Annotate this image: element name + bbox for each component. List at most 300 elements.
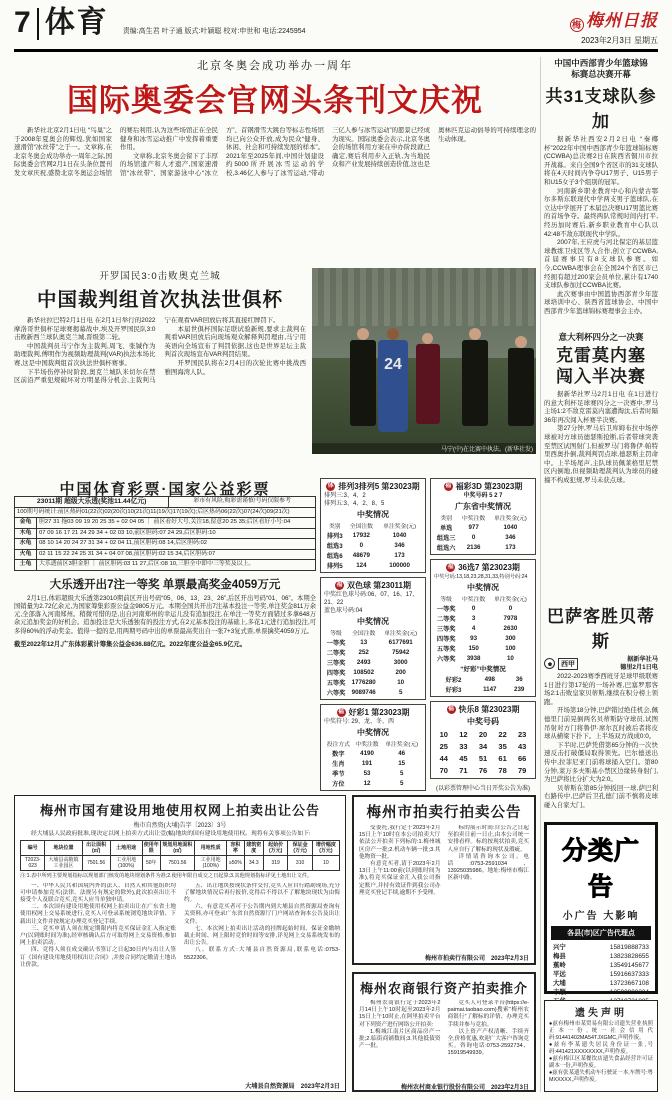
cell: 工业用地(100%) — [110, 856, 142, 871]
player-figure-24 — [378, 340, 408, 432]
cell: 10 — [397, 678, 405, 686]
kl8-box — [430, 701, 536, 779]
ssq-headers — [324, 628, 422, 637]
cell: 173 — [505, 543, 516, 551]
agent-item — [551, 952, 651, 961]
kicker-line: 中国中西部青少年篮球锦 — [554, 58, 648, 68]
cell: 6177691 — [388, 638, 413, 646]
barca-headline: 巴萨客胜贝蒂斯 — [547, 607, 655, 651]
paragraph: 贝蒂斯在第85分钟扳回一球,萨巴利右路传中,巴萨后卫孔德门前不慎将皮球碰入自家大门。 — [544, 784, 658, 809]
num: 61 — [498, 753, 507, 763]
x36y7-line: 中奖号码:13,18,23,28,31,33,特别号码:24 — [434, 574, 528, 580]
agent-item — [551, 943, 651, 952]
cell: 五等奖 — [326, 679, 346, 687]
ssq-title: 双色球 第23011期 — [346, 581, 412, 590]
sports-lottery-icon: 体 — [327, 483, 334, 489]
dlt-row-label: 水龟 — [15, 539, 37, 550]
agent-county: 丰顺 — [553, 989, 566, 996]
cell: 191 — [361, 759, 373, 767]
cell: ≥50% — [227, 856, 244, 871]
paragraph: 梅州农商银行定于2023年2月14日上午10时起至2023年2月15日上午10时止,在阿里拍卖平台对下列资产进行网络公开拍卖: — [359, 1000, 441, 1028]
clause: 三、竞买申请人须在规定期限内将竞买保证金汇入指定账户(以到账时间为准),经审核确认后方可取得网上交易资格,参加网上拍卖活动。 — [20, 925, 176, 947]
prize-row — [324, 667, 422, 677]
dlt-row-label: 金龟 — [15, 518, 37, 529]
num: 44 — [439, 753, 448, 763]
agent-phone: 13723667108 — [609, 980, 649, 987]
cell: 工业用地(100%) — [195, 856, 227, 871]
haocai-table — [434, 674, 532, 694]
cell: 4190 — [360, 749, 374, 757]
num: 78 — [498, 765, 507, 775]
league-tag: 西甲 — [558, 658, 578, 670]
x36y7-table — [434, 594, 532, 663]
pl35-sub: 中奖情况 — [357, 510, 389, 519]
cell: 310 — [288, 856, 312, 871]
dlt-rows — [15, 518, 316, 571]
welfare-lottery-icon: 福 — [338, 709, 345, 715]
land-table-row — [21, 856, 340, 871]
agent-county: 蕉岭 — [553, 962, 566, 969]
cell: 300 — [505, 634, 516, 642]
sign-date: 2023年2月3日 — [490, 1085, 529, 1091]
clause: 二、本次国有建设用地使用权网上拍卖出让在广东省土地使用权网上交易系统进行,竞买人可登录系统浏览地块详情、下载出让文件并按规定办理竞买登记手续。 — [20, 904, 176, 925]
agent-county: 大埔 — [553, 980, 566, 987]
agent-item — [551, 979, 651, 988]
cell: T2023-023 — [21, 856, 45, 871]
prize-row — [434, 542, 532, 552]
cell: 10 — [506, 654, 514, 662]
fc3d-sub: 广东省中奖情况 — [455, 502, 511, 511]
lead-paragraph: 新华社北京2月1日电 “鸟巢”之于2008年夏奥会的辉煌,犹如国家速滑馆“冰丝带”之于一。文章称,在北京冬奥会成功举办一周年之际,国际奥委会官网2月1日在头条位置刊发文章庆祝,盛赞北京冬奥运会场馆的赛后利用,认为这些场馆正在全民健身和冰雪运动推广中发挥着重要作用。 — [14, 127, 218, 177]
cell: 2136 — [466, 543, 481, 551]
land-notice-intro: 经大埔县人民政府批准,现决定以网上拍卖方式出让壹(幅)地块的国有建设用地使用权。现将有关事项公告如下: — [31, 831, 311, 837]
sign-date: 2023年2月3日 — [300, 1082, 340, 1090]
clause: 六、有意竞买者可于公告期内到大埔县自然资源局查询有关资料,亦可登录广东省自然资源厅门户网站查询本公告及出让文件。 — [184, 904, 340, 925]
headline-line: 克雷莫内塞 — [556, 346, 646, 365]
column-header: 等级 — [440, 597, 452, 603]
classified-agent-list — [551, 943, 651, 1006]
welfare-lottery-icon: 福 — [445, 483, 452, 489]
column-header: 等级 — [330, 631, 342, 637]
lost-line: ●兹有张某遗失机动车行驶证一本,车牌号:粤MXXXXX,声明作废。 — [549, 1070, 653, 1083]
basketball-body — [544, 136, 658, 316]
agent-item — [551, 970, 651, 979]
haocai-rows — [434, 674, 532, 694]
fc3d-headers — [434, 513, 532, 522]
italycup-kicker: 意大利杯四分之一决赛 — [558, 332, 644, 342]
dlt-footer: 截至2022年12月,广东体彩累计筹集公益金636.88亿元。2022年度公益金65.9亿元。 — [14, 640, 247, 648]
dlt-row-label: 木龟 — [15, 528, 37, 539]
masthead — [570, 6, 658, 46]
cell: 1776280 — [351, 678, 376, 686]
num: 23 — [518, 729, 527, 739]
cell: 498 — [484, 675, 495, 683]
column-rule — [540, 57, 541, 1092]
dlt-table — [14, 496, 316, 571]
page-header — [14, 6, 658, 46]
prize-row — [324, 550, 422, 560]
signer: 梅州农村商业银行股份有限公司 — [400, 1085, 485, 1091]
prize-row — [434, 603, 532, 613]
paragraph: 第27分钟,罗马后卫库姆布拉中场停球被对方球员德瑟斯抢断,后者带球突袭至禁区试图射门,但被罗马门将鲁伊·帕特里西奥扑倒,裁判判罚点球,德瑟斯主罚命中。上半场尾声,主队球员佩莱格里尼禁区内倒地,但视频助理裁判认为球员的碰撞不构成犯规,罗马未获点球。 — [544, 425, 658, 484]
dlt-row — [15, 518, 316, 529]
fc3d-box — [430, 478, 536, 555]
agent-county: 梅县 — [553, 953, 566, 960]
newspaper-brand — [570, 6, 658, 32]
auction-notice-body — [359, 825, 529, 953]
paragraph: 受委托,我行定于2023年2月15日上午10时在本公司拍卖大厅依法公开拍卖下列标的:1.梅州城区房产一批;2.机动车辆一批;3.其他物资一批。 — [359, 825, 441, 860]
kl8-numbers — [434, 728, 532, 776]
lead-body — [14, 127, 536, 255]
cell: 组选三 — [436, 534, 456, 542]
agent-phone: 13549145677 — [609, 962, 649, 969]
lost-notices-box — [544, 1000, 658, 1092]
dlt-row-content: 胆27 31 拖03 09 19 20 25 35 + 02 04 05 ｜ 前区看好大号,关注18,留意20 25 35;后区看好小号:04 — [37, 518, 316, 529]
cell: 100 — [505, 644, 516, 652]
cell: 一等奖 — [326, 639, 346, 647]
prize-row — [324, 758, 422, 768]
prize-row — [324, 540, 422, 550]
column-header: 单注奖金(元) — [383, 524, 417, 530]
cell: 单选 — [440, 524, 453, 532]
kl8-title: 快乐8 第23023期 — [458, 705, 520, 714]
lost-line: ●兹有梅州市某贸易有限公司遗失营业执照正本一份,统一社会信用代码:91441402MA54TJXGMC,声明作废。 — [549, 1021, 653, 1041]
land-notice-body — [20, 883, 340, 1079]
cell: 季节 — [332, 770, 345, 778]
agent-phone: 13590900234 — [609, 989, 649, 996]
kl8-rows — [434, 728, 532, 776]
land-table-headers — [21, 841, 340, 856]
paragraph: 2月1日,体彩超级大乐透第23010期前区开出号码“05、06、13、23、26”,后区开出号码“01、06”。本期全国销量为2.72亿余元,为国家筹集彩票公益金9805万元。本期全国共开出7注基本投注一等奖,单注奖金811万余元,全部落入河南郑州。稍微可惜的是,出自河南郑州的幸运儿没有追加投注,在单注一等奖方面错过多拿648万余元追加奖金的好机会。追加投注是大乐透独有的投注方式,在2元基本投注的基础上,多花1元进行追加投注,可多得60%的浮动奖金。值得一提的是,用两期号码中出的单票最高奖出自一张7+3复式票,单票擒奖4059万元。 — [14, 594, 316, 635]
paragraph: 以上资产产权清晰、手续齐全,价格优惠,欢迎广大客户咨询竞买。咨询电话:0753-2592734、15919549939。 — [447, 1028, 529, 1057]
fc3d-rows — [434, 522, 532, 552]
brand-name: 梅州日报 — [586, 11, 658, 30]
paragraph: 1.梅城江南片区商品房产一批;2.临街商铺数间;3.其他抵债资产一批。 — [359, 1028, 441, 1050]
column-header: 规划用地面积(㎡) — [160, 841, 194, 856]
prize-row — [434, 623, 532, 633]
page-number: 7 — [14, 6, 31, 39]
dlt-row — [15, 549, 316, 560]
cell: 2493 — [356, 658, 371, 666]
referee-figure — [508, 348, 534, 426]
num: 25 — [439, 741, 448, 751]
cell: 大埔县高陂镇工业园区 — [45, 856, 82, 871]
prize-row — [324, 647, 422, 657]
worldcup-paragraph: 本届世俱杯国际足联试验新规,要求主裁判在观看VAR回放后向现场观众解释判罚理由,马宁用英语向全场宣布了判罚依据,这也是世界足坛主裁判首次现场宣布VAR判罚结果。 — [164, 325, 306, 359]
italycup-body — [544, 391, 658, 486]
cell: 好彩3 — [445, 686, 462, 694]
paragraph: 此次赛事由中国篮协西部青少年篮球培训中心、陕西省篮球协会、中国中西部青少年篮球锦标赛理事会主办。 — [544, 290, 658, 315]
column-header: 单注奖金(元) — [384, 631, 418, 637]
dlt-row-content: 08 10 14 20 24 27 31 34 + 02 04 11,前区胆码:08 14,后区胆码:02 — [37, 539, 316, 550]
column-header: 起始价(万元) — [263, 841, 287, 856]
lost-line: ●兹有李某遗失居民身份证一张,号码:441421XXXXXXXX,声明作废。 — [549, 1042, 653, 1055]
cell: 1040 — [392, 531, 407, 539]
cell: 六等奖 — [436, 655, 456, 663]
hc1-table — [324, 739, 422, 788]
dlt-row-content: 07 09 16 17 21 24 29 34 + 02 03 10,前区胆码:07 24 29,后区胆码:10 — [37, 528, 316, 539]
cell: 75942 — [392, 648, 410, 656]
column-header: 类别 — [328, 524, 341, 530]
fc3d-table — [434, 513, 532, 552]
x36y7-headers — [434, 594, 532, 603]
hc1-rows — [324, 748, 422, 788]
barca-body — [544, 673, 658, 811]
basketball-article — [544, 58, 658, 328]
lost-line: ●兹有梅江区某餐饮店遗失食品经营许可证副本一份,声明作废。 — [549, 1056, 653, 1069]
cell: 生肖 — [332, 760, 345, 768]
bank-auction-notice — [352, 972, 536, 1092]
pl35-line: 排列五:3、4、2、8、5 — [324, 501, 385, 507]
cell: 数字 — [332, 750, 345, 758]
cell: 108502 — [353, 668, 375, 676]
brand-logo-icon: 梅 — [571, 20, 582, 30]
cell: 34.3 — [244, 856, 263, 871]
cell: 1147 — [483, 685, 497, 693]
cell: 二等奖 — [436, 615, 456, 623]
cell: 好彩2 — [445, 676, 462, 684]
barca-dateline — [620, 656, 658, 671]
lead-headline: 国际奥委会官网头条刊文庆祝 — [67, 83, 483, 118]
hc1-title: 好彩1 第23023期 — [348, 708, 410, 717]
cell: 346 — [505, 533, 516, 541]
column-header: 编号 — [21, 841, 45, 856]
soccer-ball-icon — [544, 658, 555, 669]
paragraph: 据新华社罗马2月1日电 在1日进行的意大利杯足球赛四分之一决赛中,罗马主场1:2不敌克雷莫内塞遭淘汰,后者时隔36年再次闯入杯赛半决赛。 — [544, 391, 658, 424]
column-header: 中奖注数 — [462, 516, 486, 522]
paragraph: 开场第18分钟,巴萨错过绝佳机会,佩德里门前晃倒两名贝蒂斯防守球员,试图吊射对方门将鲁伊·席尔瓦时被后者将皮球从横梁下扑下。上半场双方战成0:0。 — [544, 707, 658, 741]
cell: 5 — [398, 688, 403, 696]
column-header: 单注奖金(元) — [493, 597, 527, 603]
column-header: 容积率 — [227, 841, 244, 856]
cell: 排列3 — [326, 532, 343, 540]
auction-notice-sign — [359, 953, 529, 962]
cell: 239 — [514, 685, 525, 693]
classified-title: 分类广告 — [561, 838, 640, 901]
lottery-section — [14, 478, 536, 792]
prize-row — [324, 687, 422, 697]
cell: 0 — [359, 541, 364, 549]
cell: 六等奖 — [326, 689, 346, 697]
ssq-rows — [324, 637, 422, 697]
cell: 组选六 — [436, 544, 456, 552]
num: 33 — [459, 741, 468, 751]
worldcup-body — [14, 317, 306, 476]
cell: 977 — [468, 523, 479, 531]
column-header: 土地用途 — [110, 841, 142, 856]
ssq-box — [320, 577, 426, 700]
photo-stands — [312, 268, 536, 326]
divider — [37, 8, 39, 40]
cell: 10 — [312, 856, 339, 871]
cell: 50年 — [142, 856, 160, 871]
ssq-table — [324, 628, 422, 697]
dlt-warning: 彩市有风险,购彩需谨慎!号码仅限参考 — [169, 497, 316, 508]
cell: 46 — [398, 749, 406, 757]
hc1-line: 中奖符号: 29、龙、冬、西 — [324, 719, 395, 725]
cell: 二等奖 — [326, 649, 346, 657]
num: 71 — [459, 765, 468, 775]
lottery-title: 中国体育彩票·国家公益彩票 — [59, 481, 271, 498]
agent-item — [551, 988, 651, 997]
num: 12 — [459, 729, 468, 739]
number-row — [434, 752, 532, 764]
clause: 四、竞得人须在成交确认书签订之日起30日内与出让人签订《国有建设用地使用权出让合同》,并按合同约定缴清土地出让价款。 — [20, 947, 176, 968]
cell: 7501.56 — [82, 856, 110, 871]
signer: 梅州市拍卖行有限公司 — [424, 956, 485, 962]
bank-notice-sign — [359, 1082, 529, 1091]
column-header: 保证金(万元) — [288, 841, 312, 856]
cell: 252 — [358, 648, 369, 656]
cell: 7501.56 — [160, 856, 194, 871]
fc3d-line: 中奖号码 5 2 7 — [463, 493, 503, 499]
cell: 0 — [508, 604, 513, 612]
num: 51 — [478, 753, 488, 763]
editor-credits: 责编:高生君 叶子通 版式:叶颖聪 校对:申世和 电话:2245954 — [122, 28, 306, 35]
agent-phone: 15916637333 — [609, 971, 649, 978]
issue-date: 2023年2月3日 星期五 — [581, 36, 658, 45]
bank-notice-body — [359, 1000, 529, 1082]
cell: 三等奖 — [326, 659, 346, 667]
land-parcel-table — [20, 840, 340, 871]
cell: 17932 — [352, 531, 370, 539]
num: 45 — [459, 753, 468, 763]
laliga-row — [544, 656, 658, 671]
cell: 48679 — [352, 551, 370, 559]
hc1-headers — [324, 739, 422, 748]
cell: 173 — [394, 551, 405, 559]
signer: 大埔县自然资源局 — [245, 1082, 295, 1090]
cell: 15 — [398, 759, 406, 767]
cell: 346 — [394, 541, 405, 549]
pl35-rows — [324, 530, 422, 570]
dateline-line: 德里2月1日电 — [620, 663, 658, 671]
dlt-row — [15, 539, 316, 550]
prize-row — [324, 768, 422, 778]
land-notice-title: 梅州市国有建设用地使用权网上拍卖出让公告 — [39, 803, 320, 818]
x36y7-sub2: “好彩”中奖情况 — [460, 666, 506, 673]
paragraph: 据新华社西安2月2日电 “秦椰杯”2022年中国中西部青少年篮球锦标赛(CCWBA)总决赛2日在陕西省铜川市拉开战幕。来自全国9个省区市的31支球队将在4天时间内争夺U17男子、U15男子和U15女子3个组别的冠军。 — [544, 136, 658, 186]
worldcup-headline: 中国裁判组首次执法世俱杯 — [36, 289, 283, 311]
land-notice-ref: 梅市自然资(大埔)告字〔2023〕3号 — [133, 823, 227, 829]
prize-row — [434, 613, 532, 623]
lottery-mid-column — [320, 478, 426, 795]
classified-tagline: 小广告 大影响 — [562, 911, 640, 922]
prize-row — [434, 684, 532, 694]
cell: 200 — [395, 668, 406, 676]
clause: 七、本次网上拍卖出让活动的挂牌起始时间、保证金缴纳截止时间、网上限时竞价时间等安排,详见网上交易系统发布的出让公告。 — [184, 925, 340, 947]
cell: 组选6 — [326, 552, 343, 560]
column-header: 中奖注数 — [462, 597, 486, 603]
paragraph: 有意竞买者,请于2023年2月13日上午11:00前(以到账时间为准),将竞买保证金汇入我公司指定账户,并持有效证件到我公司办理竞买登记手续,逾期不予受理。 — [359, 861, 441, 896]
fc3d-title: 福彩3D 第23023期 — [455, 482, 523, 491]
dlt-row-label: 火龟 — [15, 549, 37, 560]
cell: 5 — [399, 769, 404, 777]
sign-date: 2023年2月3日 — [490, 956, 529, 962]
agent-phone: 13823828655 — [609, 953, 649, 960]
prize-row — [324, 657, 422, 667]
cell: 0 — [471, 533, 476, 541]
land-auction-notice — [14, 795, 346, 1092]
paragraph: 竞买人可登录平台(https://e-paimai.taobao.com)搜索“梅州农商银行”了解标的详情、办理竞买手续并参与竞拍。 — [447, 1000, 529, 1028]
headline-line: 闯入半决赛 — [556, 367, 646, 386]
clause: 五、出让地块按现状条件交付,竞买人应自行踏勘现场,充分了解地块情况后再行报价,竞得后不得以不了解地块现状为由悔约。 — [184, 882, 340, 903]
classified-agents-header: 各县(市)区广告代理点 — [551, 926, 651, 940]
worldcup-paragraph: 新华社拉巴特2月1日电 在2月1日举行的2022摩洛哥世俱杯足球赛揭幕战中,埃及开罗国民队3:0击败新西兰球队奥克兰城,晋级第二轮。 — [14, 317, 156, 342]
lottery-right-column — [430, 478, 536, 792]
num: 70 — [439, 765, 448, 775]
column-header: 地块位置 — [45, 841, 82, 856]
kl8-sub: 中奖号码 — [467, 717, 499, 726]
cell: 100000 — [389, 561, 410, 569]
bank-notice-title: 梅州农商银行资产拍卖推介 — [359, 981, 528, 996]
cell: 9089746 — [351, 688, 376, 696]
prize-row — [324, 778, 422, 788]
cell: 13 — [360, 638, 368, 646]
column-header: 单注奖金(元) — [493, 516, 527, 522]
num: 20 — [478, 729, 488, 739]
lead-kicker: 北京冬奥会成功举办一周年 — [197, 60, 353, 72]
column-header: 建筑密度 — [244, 841, 263, 856]
agent-phone: 15819888733 — [609, 944, 649, 951]
jersey-number: 24 — [384, 356, 402, 373]
paragraph: 河南新乡职业教育中心和内蒙古鄂尔多斯东联现代中学两支男子篮球队,在立达中学展开了本届总决赛U17男篮比赛的首场争夺。最终两队常规时间内打平,经历加时赛后,新乡职业教育中心队以42:48不敌东联现代中学队。 — [544, 187, 658, 238]
auction-paragraphs — [359, 825, 529, 897]
dlt-row — [15, 528, 316, 539]
dlt-block — [14, 496, 316, 648]
prize-row — [324, 637, 422, 647]
worldcup-kicker: 开罗国民3:0击败奥克兰城 — [99, 271, 221, 282]
prize-row — [434, 633, 532, 643]
prize-row — [434, 532, 532, 542]
column-header: 全国注数 — [352, 631, 376, 637]
number-row — [434, 728, 532, 740]
column-header: 用地性质 — [195, 841, 227, 856]
column-header: 全国注数 — [349, 524, 373, 530]
prize-row — [434, 522, 532, 532]
num: 34 — [478, 741, 488, 751]
welfare-lottery-icon: 福 — [448, 706, 455, 712]
column-header: 中奖注数 — [355, 742, 379, 748]
photo-caption: 马宁(中)在比赛中执法。(新华社发) — [312, 443, 536, 454]
player-figure — [416, 344, 440, 424]
cell: 53 — [363, 769, 371, 777]
cell: 4 — [471, 624, 476, 632]
cell: 124 — [356, 561, 367, 569]
num: 79 — [518, 765, 527, 775]
prize-row — [324, 677, 422, 687]
cell: 5 — [399, 779, 404, 787]
x36y7-sub: 中奖情况 — [467, 583, 499, 592]
pl35-title: 排列3排列5 第23023期 — [338, 482, 420, 491]
land-clauses — [20, 883, 340, 969]
dlt-body — [14, 595, 316, 636]
cell: 93 — [470, 634, 478, 642]
worldcup-photo — [312, 268, 536, 454]
number-row — [434, 764, 532, 776]
prize-row — [324, 560, 422, 570]
cell: 3938 — [466, 654, 481, 662]
italycup-article — [544, 332, 658, 596]
lost-heading: 遗失声明 — [575, 1008, 627, 1019]
ssq-sub: 中奖情况 — [357, 617, 389, 626]
paragraph: 下半时,巴萨凭借第65分钟的一次快速反击打破僵局取得领先。巴尔德送出传中,拉菲尼亚门前将球捅入空门。第80分钟,莱万多夫斯基小禁区边缘转身射门,为巴萨将比分扩大为2:0。 — [544, 741, 658, 784]
prize-row — [434, 643, 532, 653]
cell: 319 — [263, 856, 287, 871]
italycup-headline — [544, 345, 658, 387]
num: 76 — [478, 765, 488, 775]
num: 35 — [498, 741, 507, 751]
